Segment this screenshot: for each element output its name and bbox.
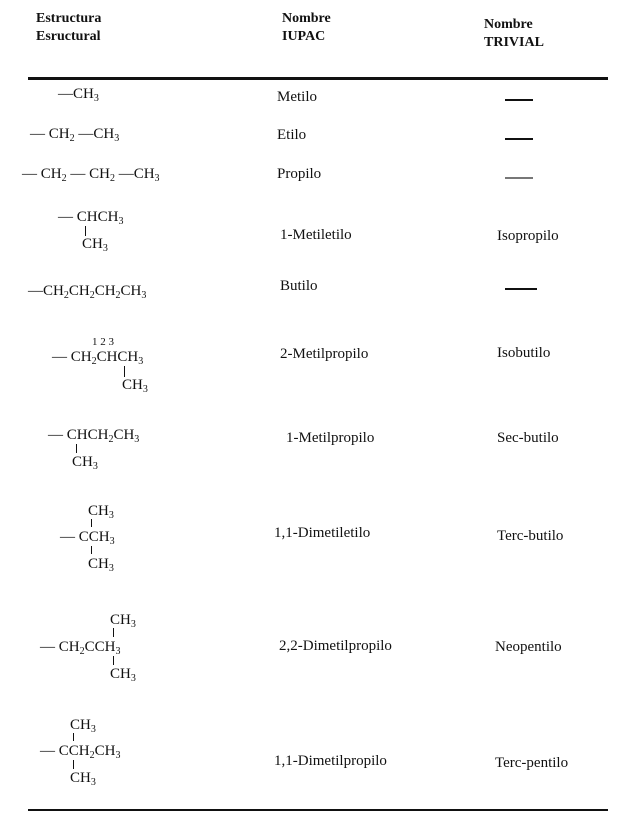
trivial-name: Terc-pentilo [495, 755, 569, 771]
iupac-name: 2-Metilpropilo [280, 346, 369, 362]
trivial-none-dash [505, 288, 537, 290]
trivial-name: Sec-butilo [497, 430, 559, 446]
header-iupac [282, 10, 331, 46]
iupac-name: Propilo [277, 166, 322, 182]
iupac-name: 1-Metilpropilo [286, 430, 375, 446]
trivial-name: Isobutilo [497, 345, 551, 361]
header-iupac-line1: Nombre [282, 11, 331, 26]
header-rule [28, 77, 608, 80]
iupac-name: 1,1-Dimetiletilo [274, 525, 371, 541]
trivial-name: Isopropilo [497, 228, 559, 244]
iupac-name: Butilo [280, 278, 318, 294]
trivial-name: Terc-butilo [497, 528, 564, 544]
iupac-name: 1-Metiletilo [280, 227, 352, 243]
trivial-none-dash [505, 177, 533, 179]
iupac-name: 2,2-Dimetilpropilo [279, 638, 392, 654]
header-structure-line2: Esructural [36, 29, 101, 44]
iupac-name: 1,1-Dimetilpropilo [274, 753, 387, 769]
trivial-name: Neopentilo [495, 639, 562, 655]
trivial-none-dash [505, 99, 533, 101]
header-trivial [484, 16, 544, 52]
footer-rule [28, 809, 608, 811]
header-iupac-line2: IUPAC [282, 29, 326, 44]
header-trivial-line1: Nombre [484, 17, 533, 32]
iupac-name: Metilo [277, 89, 317, 105]
header-structure-line1: Estructura [36, 11, 102, 26]
trivial-none-dash [505, 138, 533, 140]
iupac-name: Etilo [277, 127, 307, 143]
header-trivial-line2: TRIVIAL [484, 35, 544, 50]
header-structure [36, 10, 101, 46]
